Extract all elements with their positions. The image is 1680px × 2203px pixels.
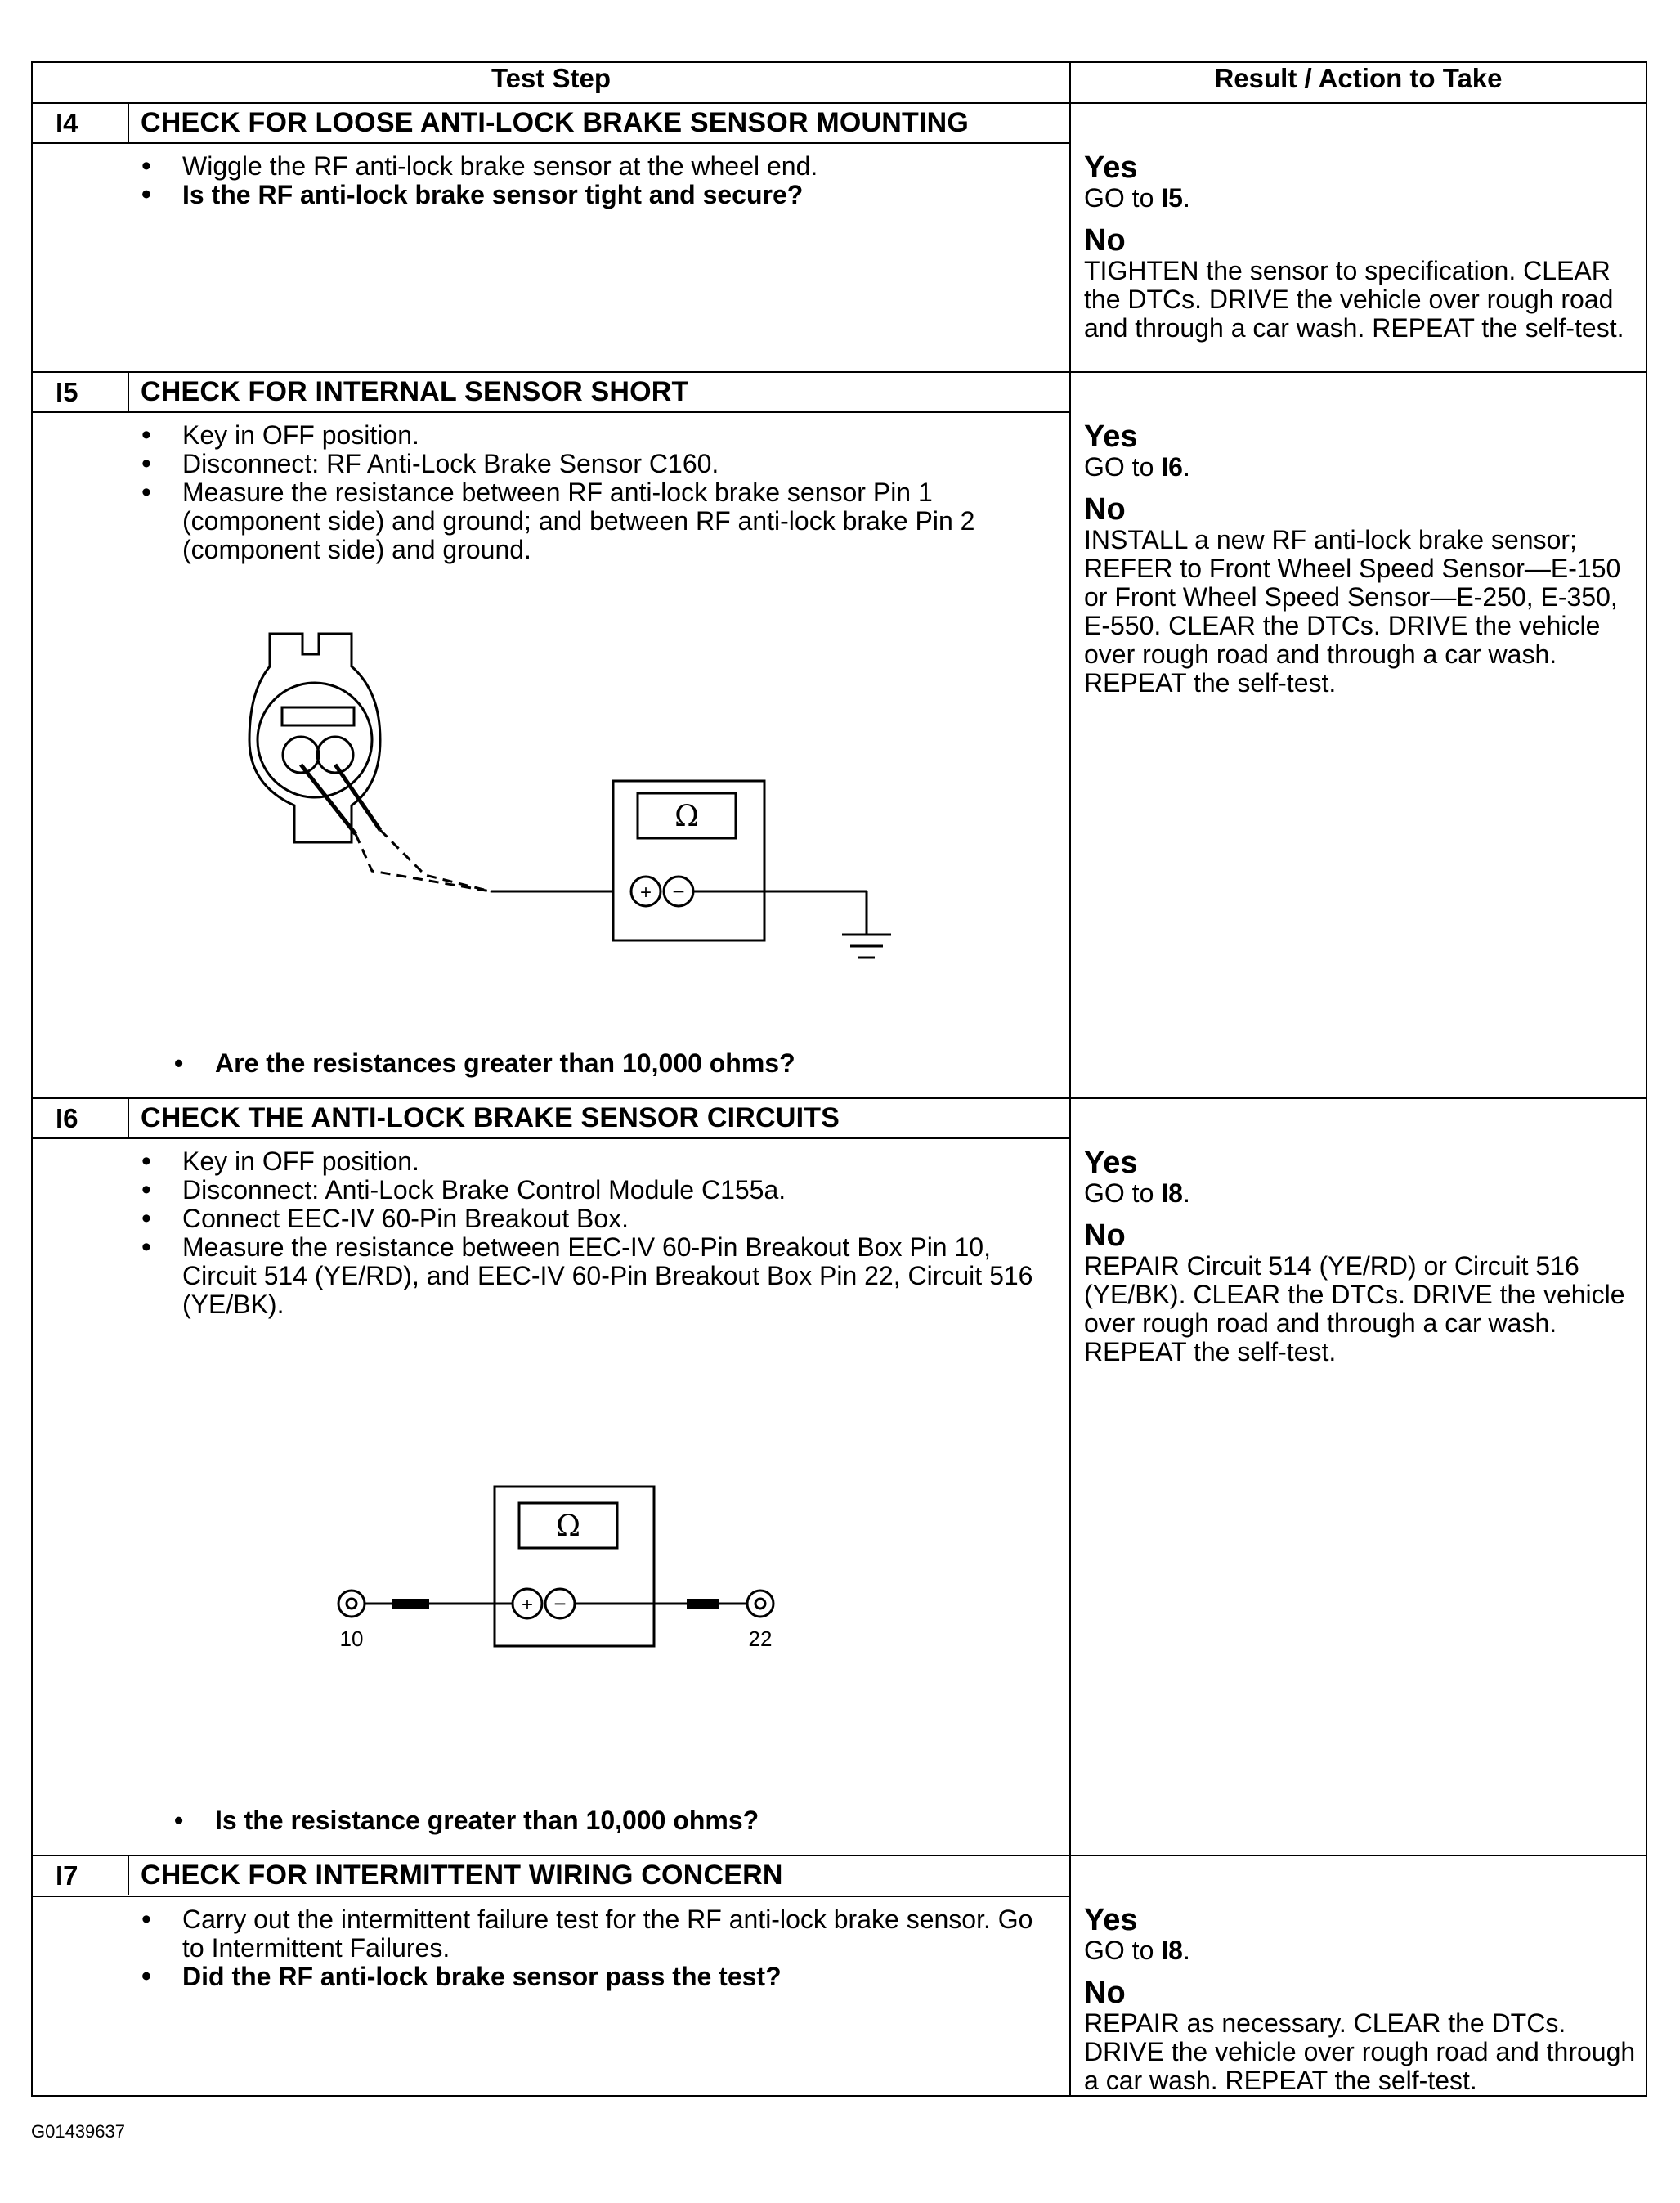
step-question: • Is the resistance greater than 10,000 ohms? <box>65 1806 1102 1835</box>
minus-terminal-icon: − <box>553 1591 567 1616</box>
test-step-table <box>31 61 1647 2097</box>
step-item: • Carry out the intermittent failure test for the RF anti-lock brake sensor. Go to Intermittent Failures. <box>33 1905 1069 1963</box>
step-item: • Disconnect: RF Anti-Lock Brake Sensor C160. <box>33 450 1069 478</box>
sensor-ohmmeter-diagram <box>213 626 907 1018</box>
plus-terminal-icon: + <box>639 882 652 904</box>
step-title: CHECK FOR INTERMITTENT WIRING CONCERN <box>141 1860 783 1891</box>
plus-terminal-icon: + <box>521 1594 534 1616</box>
step-question: • Did the RF anti-lock brake sensor pass the test? <box>33 1963 1069 1991</box>
yes-label: Yes <box>1084 1146 1138 1180</box>
step-item: • Measure the resistance between EEC-IV 60-Pin Breakout Box Pin 10, Circuit 514 (YE/RD), and EEC-IV 60-Pin Breakout Box Pin 22, Circuit 516 (YE/BK). <box>33 1233 1069 1319</box>
no-label: No <box>1084 1976 1126 2010</box>
step-title: CHECK THE ANTI-LOCK BRAKE SENSOR CIRCUITS <box>141 1102 840 1133</box>
step-item: • Key in OFF position. <box>33 421 1069 450</box>
no-label: No <box>1084 492 1126 527</box>
ohm-symbol: Ω <box>674 800 699 833</box>
yes-label: Yes <box>1084 150 1138 185</box>
step-id: I5 <box>33 373 129 411</box>
no-action: REPAIR as necessary. CLEAR the DTCs. DRIVE the vehicle over rough road and through a car wash. REPEAT the self-test. <box>1084 2008 1636 2095</box>
step-title-cell <box>32 372 1070 412</box>
step-id: I6 <box>33 1099 129 1137</box>
yes-action: GO to I6. <box>1084 452 1190 482</box>
step-item: • Connect EEC-IV 60-Pin Breakout Box. <box>33 1205 1069 1233</box>
breakout-box-ohmmeter-diagram <box>327 1483 801 1671</box>
ohm-symbol: Ω <box>556 1510 580 1543</box>
pin-label: 10 <box>339 1626 364 1651</box>
step-title: CHECK FOR INTERNAL SENSOR SHORT <box>141 376 689 407</box>
minus-terminal-icon: − <box>672 879 685 904</box>
step-item: • Key in OFF position. <box>33 1147 1069 1176</box>
step-title: CHECK FOR LOOSE ANTI-LOCK BRAKE SENSOR MOUNTING <box>141 107 970 138</box>
step-title-cell <box>32 1098 1070 1138</box>
result-cell <box>1070 1855 1646 2096</box>
no-action: TIGHTEN the sensor to specification. CLEAR the DTCs. DRIVE the vehicle over rough road and through a car wash. REPEAT the self-test. <box>1084 256 1624 343</box>
step-id: I4 <box>33 104 129 142</box>
no-label: No <box>1084 1218 1126 1253</box>
result-cell <box>1070 372 1646 1098</box>
step-question: • Are the resistances greater than 10,000 ohms? <box>65 1049 1102 1078</box>
step-title-cell <box>32 103 1070 143</box>
step-item: • Measure the resistance between RF anti-lock brake sensor Pin 1 (component side) and ground; and between RF anti-lock brake Pin 2 (component side) and ground. <box>33 478 1069 564</box>
yes-action: GO to I8. <box>1084 1178 1190 1208</box>
no-label: No <box>1084 223 1126 258</box>
step-content <box>32 412 1070 1098</box>
step-title-cell <box>32 1855 1070 1896</box>
header-test-step: Test Step <box>32 62 1070 103</box>
no-action: REPAIR Circuit 514 (YE/RD) or Circuit 516 (YE/BK). CLEAR the DTCs. DRIVE the vehicle over rough road and through a car wash. REPEAT the self-test. <box>1084 1251 1625 1366</box>
step-content <box>32 1896 1070 2096</box>
step-id: I7 <box>33 1856 129 1895</box>
no-action: INSTALL a new RF anti-lock brake sensor; REFER to Front Wheel Speed Sensor—E-150 or Front Wheel Speed Sensor—E-250, E-350, E-550. CLEAR the DTCs. DRIVE the vehicle over rough road and through a car wash. REPEAT the self-test. <box>1084 525 1621 698</box>
result-cell <box>1070 1098 1646 1855</box>
yes-action: GO to I8. <box>1084 1936 1190 1965</box>
result-cell <box>1070 103 1646 372</box>
yes-label: Yes <box>1084 1903 1138 1937</box>
step-question: • Is the RF anti-lock brake sensor tight and secure? <box>33 181 1069 209</box>
figure-code: G01439637 <box>31 2121 125 2142</box>
step-content <box>32 143 1070 372</box>
yes-label: Yes <box>1084 420 1138 454</box>
step-item: • Disconnect: Anti-Lock Brake Control Module C155a. <box>33 1176 1069 1205</box>
step-content <box>32 1138 1070 1855</box>
pin-label: 22 <box>748 1626 773 1651</box>
header-result-action: Result / Action to Take <box>1070 62 1646 103</box>
yes-action: GO to I5. <box>1084 183 1190 213</box>
step-item: • Wiggle the RF anti-lock brake sensor at the wheel end. <box>33 152 1069 181</box>
